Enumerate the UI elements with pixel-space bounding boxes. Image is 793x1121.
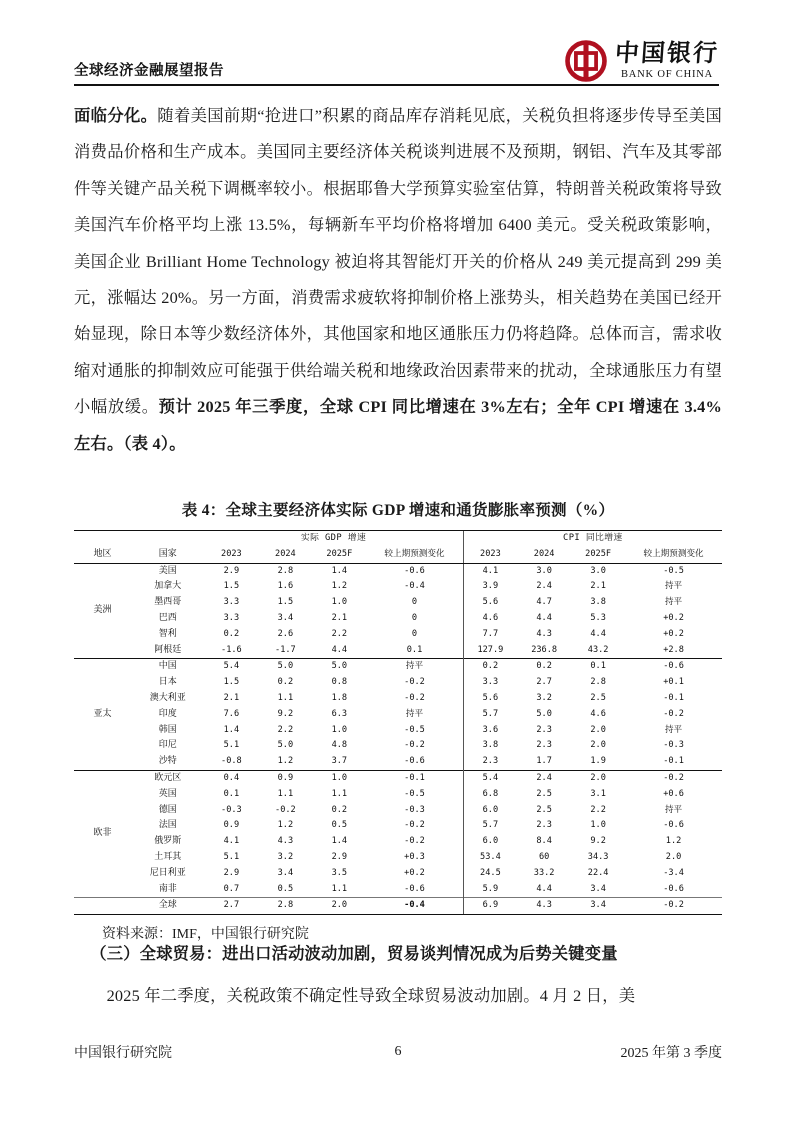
cpi-value-1: 2.4 <box>517 770 571 786</box>
cpi-value-2: 3.4 <box>590 883 606 894</box>
gdp-value-0: 1.5 <box>223 581 240 592</box>
gdp-change: +0.2 <box>404 867 425 878</box>
table-column-header-row <box>74 547 722 563</box>
cpi-value-0: 5.7 <box>463 818 517 834</box>
boc-chinese-name: 中国银行 <box>614 40 720 67</box>
cpi-change: 2.0 <box>665 851 682 862</box>
cpi-value-0: 2.3 <box>463 754 517 770</box>
gdp-value-1: 3.4 <box>277 612 294 623</box>
table-row <box>74 738 722 754</box>
table-row <box>74 803 722 819</box>
gdp-value-1: 4.3 <box>277 836 294 847</box>
gdp-value-2: 2.2 <box>331 628 348 639</box>
gdp-value-0: -0.3 <box>221 804 242 815</box>
cpi-change: 持平 <box>664 581 683 592</box>
gdp-value-0: 5.1 <box>223 851 240 862</box>
cpi-value-2: 1.0 <box>590 820 606 831</box>
cpi-change: -3.4 <box>663 867 684 878</box>
cpi-value-1: 8.4 <box>536 836 552 847</box>
cpi-change: +0.6 <box>663 788 684 799</box>
gdp-change: -0.2 <box>404 677 425 688</box>
gdp-value-1: 1.2 <box>277 756 294 767</box>
gdp-value-0: 2.9 <box>223 867 240 878</box>
gdp-value-2: 1.0 <box>331 597 348 608</box>
table-row <box>74 611 722 627</box>
paragraph-main-text: 随着美国前期“抢进口”积累的商品库存消耗见底，关税负担将逐步传导至美国消费品价格和生产成本。美国同主要经济体关税谈判进展不及预期，钢铝、汽车及其零部件等关键产品关税下调概率较小。根据耶鲁大学预算实验室估算，特朗普关税政策将导致美国汽车价格平均上涨 13.5%，每辆新车平均价格将增加 6400 美元。受关税政策影响，美国企业 Brilliant Home Technology 被迫将其智能灯开关的价格从 249 美元提高到 299 美元，涨幅达 20%。另一方面，消费需求疲软将抑制价格上涨势头，相关趋势在美国已经开始显现，除日本等少数经济体外，其他国家和地区通胀压力仍将趋降。总体而言，需求收缩对通胀的抑制效应可能强于供给端关税和地缘政治因素带来的扰动，全球通胀压力有望小幅放缓。 <box>74 106 722 417</box>
table-row <box>74 787 722 803</box>
table-row <box>74 834 722 850</box>
cpi-value-2: 2.0 <box>571 770 625 786</box>
gdp-change: 0.1 <box>406 644 423 655</box>
country-name: 英国 <box>158 788 177 799</box>
gdp-value-2: 0.2 <box>331 804 348 815</box>
country-name: 印度 <box>158 708 177 719</box>
table-row <box>74 707 722 723</box>
table-total-row <box>74 898 722 915</box>
cpi-value-2: 2.2 <box>590 804 606 815</box>
gdp-value-2: 3.5 <box>331 867 348 878</box>
gdp-value-2: 4.8 <box>331 740 348 751</box>
country-name: 美国 <box>158 565 177 576</box>
group-header-cpi: CPI 同比增速 <box>463 531 722 547</box>
page-header <box>74 28 719 86</box>
gdp-value-1: 5.0 <box>258 659 312 675</box>
cpi-value-1: 0.2 <box>517 659 571 675</box>
gdp-value-0: -1.6 <box>221 644 242 655</box>
country-name: 智利 <box>158 628 177 639</box>
gdp-change: -0.2 <box>404 692 425 703</box>
gdp-value-1: 1.1 <box>277 788 294 799</box>
gdp-value-2: 2.1 <box>331 612 348 623</box>
cpi-change: +0.2 <box>663 612 684 623</box>
lower-section <box>74 940 722 1014</box>
gdp-value-0: 4.1 <box>223 836 240 847</box>
cpi-value-1: 2.5 <box>536 788 552 799</box>
cpi-value-1: 3.0 <box>536 565 552 576</box>
gdp-value-1: 2.2 <box>277 724 294 735</box>
cpi-value-0: 3.6 <box>463 723 517 739</box>
table-row <box>74 675 722 691</box>
gdp-value-1: 0.5 <box>277 883 294 894</box>
cpi-change: -0.1 <box>663 692 684 703</box>
boc-seal-icon <box>565 40 607 82</box>
footer-institution: 中国银行研究院 <box>74 1046 172 1061</box>
cpi-value-1: 4.3 <box>536 628 552 639</box>
cpi-value-1: 4.4 <box>536 883 552 894</box>
header-region: 地区 <box>74 547 131 563</box>
header-gdp-year-1: 2024 <box>258 547 312 563</box>
table-row <box>74 627 722 643</box>
gdp-change: -0.2 <box>404 820 425 831</box>
gdp-value-2: 1.4 <box>331 836 348 847</box>
total-cpi-value-0: 6.9 <box>463 898 517 915</box>
header-country-cell <box>131 531 204 547</box>
cpi-value-2: 4.6 <box>590 708 606 719</box>
cpi-change: 持平 <box>664 597 683 608</box>
gdp-value-1: 1.1 <box>277 692 294 703</box>
cpi-value-1: 2.5 <box>536 804 552 815</box>
cpi-value-1: 60 <box>538 851 550 862</box>
total-label: 全球 <box>131 898 204 915</box>
gdp-value-0: 5.1 <box>223 740 240 751</box>
cpi-change: +2.8 <box>663 644 684 655</box>
table-row <box>74 691 722 707</box>
gdp-value-0: 0.4 <box>204 770 258 786</box>
gdp-value-0: 0.2 <box>223 628 240 639</box>
cpi-value-0: 6.8 <box>463 787 517 803</box>
cpi-value-2: 2.0 <box>590 740 606 751</box>
gdp-value-1: 1.5 <box>277 597 294 608</box>
bank-of-china-logo <box>565 40 719 82</box>
gdp-value-0: 0.1 <box>223 788 240 799</box>
gdp-value-1: 9.2 <box>277 708 294 719</box>
country-name: 沙特 <box>158 756 177 767</box>
cpi-value-0: 3.3 <box>463 675 517 691</box>
cpi-change: -0.1 <box>663 756 684 767</box>
region-label-0: 美洲 <box>93 605 112 616</box>
table-row <box>74 723 722 739</box>
table-group-header-row <box>74 531 722 547</box>
table-row <box>74 563 722 579</box>
cpi-value-2: 5.3 <box>590 612 606 623</box>
gdp-value-0: 7.6 <box>223 708 240 719</box>
country-name: 墨西哥 <box>154 597 182 608</box>
header-gdp-change: 较上期预测变化 <box>366 547 463 563</box>
country-name: 韩国 <box>158 724 177 735</box>
gdp-change: 持平 <box>405 708 424 719</box>
paragraph-inflation <box>74 98 722 462</box>
gdp-value-0: 0.9 <box>223 820 240 831</box>
gdp-value-2: 0.5 <box>331 820 348 831</box>
cpi-value-2: 2.8 <box>590 677 606 688</box>
country-name: 德国 <box>158 804 177 815</box>
header-country: 国家 <box>131 547 204 563</box>
cpi-change: +0.2 <box>663 628 684 639</box>
cpi-value-1: 1.7 <box>536 756 552 767</box>
country-name: 阿根廷 <box>154 644 182 655</box>
total-cpi-value-2: 3.4 <box>571 898 625 915</box>
cpi-value-0: 4.6 <box>463 611 517 627</box>
table-row <box>74 754 722 770</box>
cpi-value-2: 2.1 <box>590 581 606 592</box>
cpi-value-2: 3.0 <box>590 565 606 576</box>
gdp-value-1: 2.8 <box>277 565 294 576</box>
header-divider <box>74 84 719 86</box>
cpi-value-2: 2.0 <box>590 724 606 735</box>
group-header-gdp: 实际 GDP 增速 <box>204 531 463 547</box>
cpi-value-0: 3.9 <box>463 579 517 595</box>
gdp-value-1: 3.4 <box>277 867 294 878</box>
cpi-value-1: 33.2 <box>533 867 555 878</box>
cpi-value-0: 4.1 <box>463 563 517 579</box>
gdp-value-1: 5.0 <box>277 740 294 751</box>
gdp-value-1: 0.2 <box>277 677 294 688</box>
table-block <box>74 498 722 943</box>
gdp-value-1: 0.9 <box>258 770 312 786</box>
country-name: 巴西 <box>158 612 177 623</box>
gdp-value-2: 6.3 <box>331 708 348 719</box>
cpi-value-0: 24.5 <box>463 866 517 882</box>
cpi-value-0: 7.7 <box>463 627 517 643</box>
cpi-value-0: 6.0 <box>463 803 517 819</box>
cpi-value-2: 3.1 <box>590 788 606 799</box>
country-name: 南非 <box>158 883 177 894</box>
total-gdp-change: -0.4 <box>366 898 463 915</box>
header-cpi-year-2: 2025F <box>571 547 625 563</box>
gdp-change: -0.2 <box>404 836 425 847</box>
gdp-value-1: 1.2 <box>277 820 294 831</box>
gdp-value-2: 2.9 <box>331 851 348 862</box>
gdp-change: -0.3 <box>404 804 425 815</box>
cpi-change: 1.2 <box>665 836 682 847</box>
country-name: 澳大利亚 <box>149 692 186 703</box>
gdp-change: -0.4 <box>404 581 425 592</box>
paragraph-trade: 2025 年二季度，关税政策不确定性导致全球贸易波动加剧。4 月 2 日，美 <box>106 986 636 1005</box>
cpi-change: -0.6 <box>625 659 722 675</box>
cpi-value-2: 22.4 <box>587 867 609 878</box>
cpi-value-1: 3.2 <box>536 692 552 703</box>
gdp-change: -0.6 <box>404 756 425 767</box>
gdp-value-1: 1.6 <box>277 581 294 592</box>
gdp-change: 0 <box>411 597 418 608</box>
table-row <box>74 643 722 659</box>
table-row <box>74 770 722 786</box>
cpi-value-0: 5.7 <box>463 707 517 723</box>
gdp-value-1: -0.2 <box>275 804 296 815</box>
cpi-value-1: 2.7 <box>536 677 552 688</box>
cpi-value-1: 2.3 <box>536 740 552 751</box>
cpi-value-2: 0.1 <box>571 659 625 675</box>
country-name: 欧元区 <box>131 770 204 786</box>
gdp-change: -0.5 <box>404 788 425 799</box>
header-cpi-year-1: 2024 <box>517 547 571 563</box>
gdp-change: 0 <box>411 628 418 639</box>
cpi-value-0: 6.0 <box>463 834 517 850</box>
header-region-cell <box>74 531 131 547</box>
gdp-value-2: 1.4 <box>331 565 348 576</box>
cpi-value-2: 43.2 <box>587 644 609 655</box>
gdp-value-1: 2.6 <box>277 628 294 639</box>
country-name: 印尼 <box>158 740 177 751</box>
country-name: 日本 <box>158 677 177 688</box>
cpi-value-2: 1.9 <box>590 756 606 767</box>
gdp-change: -0.5 <box>404 724 425 735</box>
gdp-value-1: -1.7 <box>275 644 296 655</box>
cpi-value-2: 34.3 <box>587 851 609 862</box>
gdp-value-2: 5.0 <box>312 659 366 675</box>
cpi-value-1: 4.7 <box>536 597 552 608</box>
gdp-cpi-forecast-table <box>74 530 722 915</box>
paragraph-forecast-bold: 预计 2025 年三季度，全球 CPI 同比增速在 3%左右；全年 CPI 增速在 3.4%左右。（表 4）。 <box>74 397 722 453</box>
region-label-2: 欧非 <box>74 770 131 897</box>
gdp-change: -0.6 <box>404 883 425 894</box>
cpi-value-2: 9.2 <box>590 836 606 847</box>
cpi-value-0: 3.8 <box>463 738 517 754</box>
paragraph-lead-bold: 面临分化。 <box>74 106 158 125</box>
cpi-change: -0.5 <box>663 565 684 576</box>
gdp-value-2: 1.0 <box>312 770 366 786</box>
table-row <box>74 579 722 595</box>
gdp-value-0: 5.4 <box>204 659 258 675</box>
gdp-change: +0.3 <box>404 851 425 862</box>
gdp-value-2: 1.0 <box>331 724 348 735</box>
gdp-value-2: 4.4 <box>331 644 348 655</box>
boc-english-name: BANK OF CHINA <box>620 68 714 80</box>
gdp-value-0: 3.3 <box>223 597 240 608</box>
cpi-value-1: 5.0 <box>536 708 552 719</box>
cpi-change: -0.2 <box>625 770 722 786</box>
gdp-value-0: 1.5 <box>223 677 240 688</box>
gdp-value-0: 3.3 <box>223 612 240 623</box>
gdp-value-2: 1.1 <box>331 883 348 894</box>
cpi-value-0: 5.4 <box>463 770 517 786</box>
gdp-value-2: 1.1 <box>331 788 348 799</box>
gdp-change: -0.1 <box>366 770 463 786</box>
cpi-change: +0.1 <box>663 677 684 688</box>
cpi-value-0: 5.9 <box>463 882 517 898</box>
cpi-value-1: 2.3 <box>536 820 552 831</box>
gdp-change: -0.6 <box>404 565 425 576</box>
country-name: 中国 <box>131 659 204 675</box>
cpi-value-1: 4.4 <box>536 612 552 623</box>
cpi-change: -0.3 <box>663 740 684 751</box>
body-content <box>74 98 722 462</box>
cpi-value-1: 2.3 <box>536 724 552 735</box>
total-region-cell <box>74 898 131 915</box>
cpi-value-1: 236.8 <box>531 644 558 655</box>
cpi-change: -0.2 <box>663 708 684 719</box>
country-name: 俄罗斯 <box>154 836 182 847</box>
report-title: 全球经济金融展望报告 <box>74 63 224 79</box>
cpi-value-2: 2.5 <box>590 692 606 703</box>
header-gdp-year-2: 2025F <box>312 547 366 563</box>
table-row <box>74 659 722 675</box>
cpi-value-1: 2.4 <box>536 581 552 592</box>
footer-issue: 2025 年第 3 季度 <box>620 1046 722 1061</box>
table-row <box>74 818 722 834</box>
gdp-value-2: 0.8 <box>331 677 348 688</box>
cpi-value-2: 3.8 <box>590 597 606 608</box>
total-gdp-value-2: 2.0 <box>312 898 366 915</box>
section-heading-trade: （三）全球贸易：进出口活动波动加剧，贸易谈判情况成为后势关键变量 <box>90 944 618 963</box>
total-gdp-value-1: 2.8 <box>258 898 312 915</box>
cpi-change: 持平 <box>664 724 683 735</box>
cpi-value-0: 127.9 <box>463 643 517 659</box>
gdp-value-2: 1.2 <box>331 581 348 592</box>
cpi-value-0: 5.6 <box>463 595 517 611</box>
cpi-value-0: 0.2 <box>463 659 517 675</box>
footer-page-number: 6 <box>394 1044 402 1059</box>
header-cpi-year-0: 2023 <box>463 547 517 563</box>
gdp-change: 持平 <box>366 659 463 675</box>
country-name: 加拿大 <box>154 581 182 592</box>
table-row <box>74 595 722 611</box>
gdp-value-2: 1.8 <box>331 692 348 703</box>
table-row <box>74 866 722 882</box>
page-footer <box>74 1042 722 1062</box>
gdp-value-0: 1.4 <box>223 724 240 735</box>
total-cpi-change: -0.2 <box>625 898 722 915</box>
total-cpi-value-1: 4.3 <box>517 898 571 915</box>
cpi-value-0: 53.4 <box>463 850 517 866</box>
cpi-change: -0.6 <box>663 883 684 894</box>
header-cpi-change: 较上期预测变化 <box>625 547 722 563</box>
gdp-value-1: 3.2 <box>277 851 294 862</box>
gdp-change: -0.2 <box>404 740 425 751</box>
gdp-value-2: 3.7 <box>331 756 348 767</box>
table-caption: 表 4：全球主要经济体实际 GDP 增速和通货膨胀率预测（%） <box>181 502 615 519</box>
table-row <box>74 850 722 866</box>
region-label-1: 亚太 <box>74 659 131 771</box>
country-name: 法国 <box>158 820 177 831</box>
cpi-value-0: 5.6 <box>463 691 517 707</box>
table-row <box>74 882 722 898</box>
cpi-change: -0.6 <box>663 820 684 831</box>
country-name: 土耳其 <box>154 851 182 862</box>
header-gdp-year-0: 2023 <box>204 547 258 563</box>
gdp-value-0: 2.1 <box>223 692 240 703</box>
cpi-value-2: 4.4 <box>590 628 606 639</box>
gdp-change: 0 <box>411 612 418 623</box>
boc-wordmark <box>615 42 719 81</box>
table-source-note: 资料来源：IMF，中国银行研究院 <box>102 927 309 943</box>
gdp-value-0: -0.8 <box>221 756 242 767</box>
gdp-value-0: 2.9 <box>223 565 240 576</box>
country-name: 尼日利亚 <box>149 867 186 878</box>
total-gdp-value-0: 2.7 <box>204 898 258 915</box>
cpi-change: 持平 <box>664 804 683 815</box>
gdp-value-0: 0.7 <box>223 883 240 894</box>
